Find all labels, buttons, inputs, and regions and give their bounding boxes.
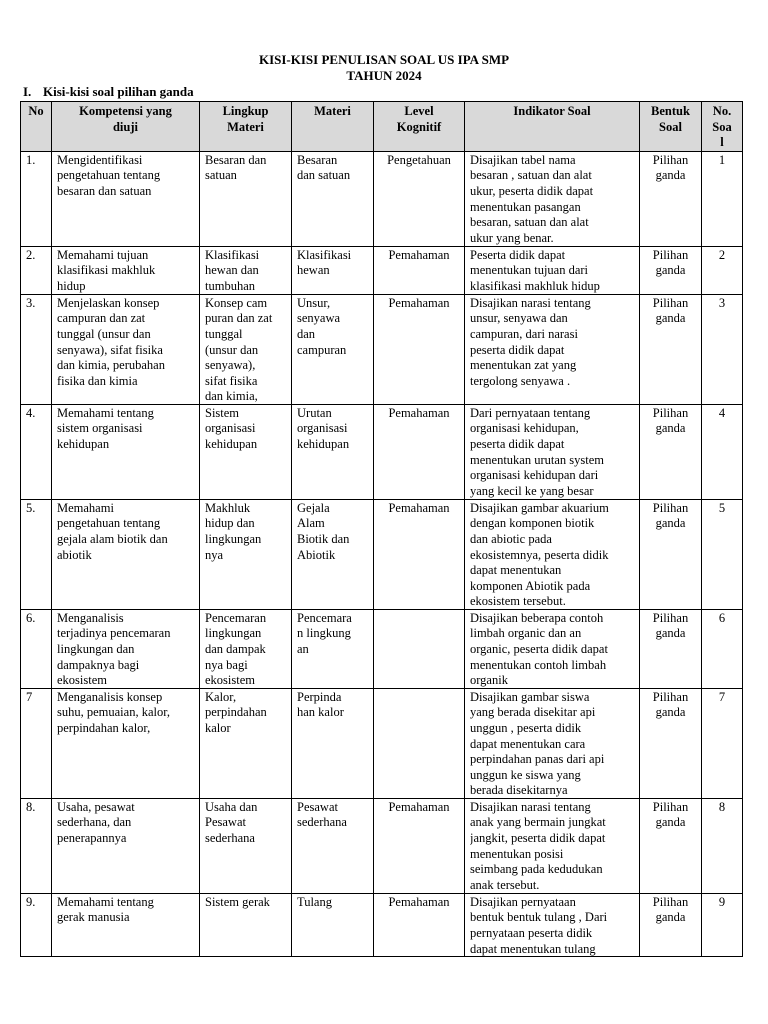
cell-materi: Klasifikasi hewan	[292, 246, 374, 294]
section-number: I.	[23, 84, 32, 99]
header-nosoal: No. Soa l	[702, 102, 743, 152]
cell-indikator: Disajikan pernyataan bentuk bentuk tulang , Dari pernyataan peserta didik dapat menentukan tulang	[465, 893, 640, 956]
cell-indikator: Disajikan narasi tentang unsur, senyawa dan campuran, dari narasi peserta didik dapat menentukan zat yang tergolong senyawa .	[465, 294, 640, 404]
cell-bentuk: Pilihan ganda	[640, 151, 702, 246]
cell-bentuk: Pilihan ganda	[640, 404, 702, 499]
cell-lingkup: Usaha dan Pesawat sederhana	[200, 798, 292, 893]
cell-no: 5.	[21, 499, 52, 609]
kisi-kisi-table	[20, 101, 743, 957]
table-row	[21, 688, 743, 798]
document-title: KISI-KISI PENULISAN SOAL US IPA SMP	[258, 52, 510, 67]
cell-kompetensi: Menjelaskan konsep campuran dan zat tunggal (unsur dan senyawa), sifat fisika dan kimia, perubahan fisika dan kimia	[52, 294, 200, 404]
table-row	[21, 151, 743, 246]
cell-indikator: Disajikan narasi tentang anak yang bermain jungkat jangkit, peserta didik dapat menentukan posisi seimbang pada kedudukan anak tersebut.	[465, 798, 640, 893]
cell-indikator: Disajikan gambar siswa yang berada disekitar api unggun , peserta didik dapat menentukan cara perpindahan panas dari api unggun ke siswa yang berada disekitarnya	[465, 688, 640, 798]
cell-materi: Pesawat sederhana	[292, 798, 374, 893]
cell-bentuk: Pilihan ganda	[640, 688, 702, 798]
cell-level	[374, 688, 465, 798]
cell-nosoal: 4	[702, 404, 743, 499]
cell-indikator: Disajikan beberapa contoh limbah organic dan an organic, peserta didik dapat menentukan contoh limbah organik	[465, 609, 640, 688]
table-row	[21, 499, 743, 609]
table-body	[21, 151, 743, 956]
header-kompetensi: Kompetensi yang diuji	[52, 102, 200, 152]
cell-indikator: Peserta didik dapat menentukan tujuan dari klasifikasi makhluk hidup	[465, 246, 640, 294]
cell-indikator: Disajikan gambar akuarium dengan komponen biotik dan abiotic pada ekosistemnya, peserta didik dapat menentukan komponen Abiotik pada ekosistem tersebut.	[465, 499, 640, 609]
table-row	[21, 404, 743, 499]
cell-materi: Pencemara n lingkung an	[292, 609, 374, 688]
cell-nosoal: 6	[702, 609, 743, 688]
section-title: Kisi-kisi soal pilihan ganda	[43, 84, 194, 99]
cell-no: 1.	[21, 151, 52, 246]
cell-kompetensi: Memahami tentang gerak manusia	[52, 893, 200, 956]
cell-lingkup: Pencemaran lingkungan dan dampak nya bagi ekosistem	[200, 609, 292, 688]
cell-kompetensi: Memahami tujuan klasifikasi makhluk hidup	[52, 246, 200, 294]
header-level: Level Kognitif	[374, 102, 465, 152]
header-bentuk: Bentuk Soal	[640, 102, 702, 152]
cell-bentuk: Pilihan ganda	[640, 246, 702, 294]
cell-indikator: Disajikan tabel nama besaran , satuan dan alat ukur, peserta didik dapat menentukan pasangan besaran, satuan dan alat ukur yang benar.	[465, 151, 640, 246]
cell-nosoal: 8	[702, 798, 743, 893]
table-row	[21, 609, 743, 688]
cell-materi: Tulang	[292, 893, 374, 956]
header-lingkup: Lingkup Materi	[200, 102, 292, 152]
cell-level: Pemahaman	[374, 246, 465, 294]
document-year: TAHUN 2024	[346, 68, 422, 83]
header-indikator: Indikator Soal	[465, 102, 640, 152]
cell-kompetensi: Usaha, pesawat sederhana, dan penerapannya	[52, 798, 200, 893]
header-row	[21, 102, 743, 152]
cell-nosoal: 9	[702, 893, 743, 956]
header-no: No	[21, 102, 52, 152]
table-row	[21, 893, 743, 956]
cell-no: 3.	[21, 294, 52, 404]
table-row	[21, 798, 743, 893]
cell-lingkup: Konsep cam puran dan zat tunggal (unsur dan senyawa), sifat fisika dan kimia,	[200, 294, 292, 404]
cell-kompetensi: Mengidentifikasi pengetahuan tentang besaran dan satuan	[52, 151, 200, 246]
table-row	[21, 246, 743, 294]
header-materi: Materi	[292, 102, 374, 152]
cell-level: Pemahaman	[374, 404, 465, 499]
cell-materi: Besaran dan satuan	[292, 151, 374, 246]
cell-indikator: Dari pernyataan tentang organisasi kehidupan, peserta didik dapat menentukan urutan system organisasi kehidupan dari yang kecil ke yang besar	[465, 404, 640, 499]
cell-lingkup: Sistem organisasi kehidupan	[200, 404, 292, 499]
cell-level: Pengetahuan	[374, 151, 465, 246]
cell-bentuk: Pilihan ganda	[640, 294, 702, 404]
cell-no: 8.	[21, 798, 52, 893]
cell-no: 9.	[21, 893, 52, 956]
cell-materi: Perpinda han kalor	[292, 688, 374, 798]
cell-no: 4.	[21, 404, 52, 499]
cell-level: Pemahaman	[374, 294, 465, 404]
cell-level: Pemahaman	[374, 499, 465, 609]
cell-lingkup: Besaran dan satuan	[200, 151, 292, 246]
cell-bentuk: Pilihan ganda	[640, 609, 702, 688]
cell-kompetensi: Memahami tentang sistem organisasi kehidupan	[52, 404, 200, 499]
cell-level: Pemahaman	[374, 798, 465, 893]
cell-kompetensi: Menganalisis terjadinya pencemaran lingkungan dan dampaknya bagi ekosistem	[52, 609, 200, 688]
cell-nosoal: 1	[702, 151, 743, 246]
cell-materi: Urutan organisasi kehidupan	[292, 404, 374, 499]
cell-bentuk: Pilihan ganda	[640, 893, 702, 956]
cell-materi: Unsur, senyawa dan campuran	[292, 294, 374, 404]
cell-kompetensi: Memahami pengetahuan tentang gejala alam biotik dan abiotik	[52, 499, 200, 609]
cell-kompetensi: Menganalisis konsep suhu, pemuaian, kalor, perpindahan kalor,	[52, 688, 200, 798]
table-row	[21, 294, 743, 404]
cell-no: 2.	[21, 246, 52, 294]
cell-nosoal: 7	[702, 688, 743, 798]
cell-materi: Gejala Alam Biotik dan Abiotik	[292, 499, 374, 609]
cell-lingkup: Klasifikasi hewan dan tumbuhan	[200, 246, 292, 294]
cell-bentuk: Pilihan ganda	[640, 499, 702, 609]
cell-lingkup: Kalor, perpindahan kalor	[200, 688, 292, 798]
cell-level: Pemahaman	[374, 893, 465, 956]
section-heading	[23, 84, 194, 100]
cell-no: 7	[21, 688, 52, 798]
cell-bentuk: Pilihan ganda	[640, 798, 702, 893]
cell-level	[374, 609, 465, 688]
cell-nosoal: 3	[702, 294, 743, 404]
cell-nosoal: 5	[702, 499, 743, 609]
cell-lingkup: Sistem gerak	[200, 893, 292, 956]
cell-nosoal: 2	[702, 246, 743, 294]
cell-lingkup: Makhluk hidup dan lingkungan nya	[200, 499, 292, 609]
cell-no: 6.	[21, 609, 52, 688]
